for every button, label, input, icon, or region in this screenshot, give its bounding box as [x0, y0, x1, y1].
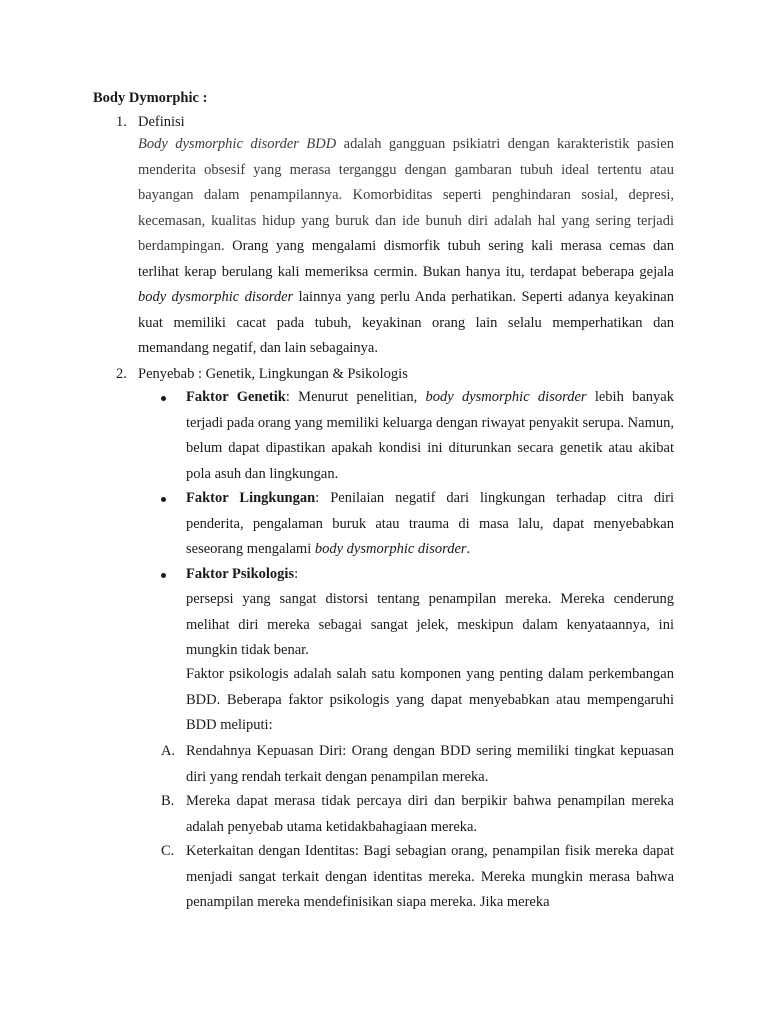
faktor-genetik-term: body dysmorphic disorder: [425, 389, 587, 405]
list-item-c: Keterkaitan dengan Identitas: Bagi sebagian orang, penampilan fisik mereka dapat menjadi sangat terkait dengan identitas mereka. Mereka mungkin merasa bahwa penampilan mereka mendefinisikan siapa mereka. Jika mereka: [186, 843, 674, 910]
list-item-a: Rendahnya Kepuasan Diri: Orang dengan BDD sering memiliki tingkat kepuasan diri yang rendah terkait dengan penampilan mereka.: [186, 743, 674, 785]
section-heading-penyebab: Penyebab : Genetik, Lingkungan & Psikologis: [138, 366, 408, 382]
document-title: Body Dymorphic :: [93, 90, 208, 106]
faktor-genetik-text-1: : Menurut penelitian,: [285, 389, 426, 405]
faktor-lingkungan-text-1: : Penilaian negatif dari lingkungan terhadap citra diri penderita, pengalaman buruk atau trauma di masa lalu, dapat menyebabkan seseorang mengalami: [186, 490, 674, 557]
faktor-lingkungan-label: Faktor Lingkungan: [186, 490, 316, 506]
list-letter-a: A.: [161, 743, 176, 759]
faktor-psikologis-colon: :: [294, 566, 299, 582]
bullet-icon: [161, 571, 169, 579]
definisi-text-part-3: lainnya yang perlu Anda perhatikan. Seperti adanya keyakinan kuat memiliki cacat pada tubuh, keyakinan orang lain selalu memperhatikan dan memandang negatif, dan lain sebagainya.: [138, 289, 674, 356]
section-number-penyebab: 2.: [116, 366, 127, 382]
bullet-icon: [161, 495, 169, 503]
definisi-paragraph: [138, 132, 674, 362]
faktor-psikologis-heading: [186, 562, 674, 588]
faktor-genetik-text-2: lebih banyak terjadi pada orang yang memiliki keluarga dengan riwayat penyakit serupa. Namun, belum dapat dipastikan apakah kondisi ini diturunkan secara genetik atau akibat pola asuh dan lingkungan.: [186, 389, 674, 482]
faktor-lingkungan-term: body dysmorphic disorder: [314, 541, 467, 557]
list-item-b: Mereka dapat merasa tidak percaya diri dan berpikir bahwa penampilan mereka adalah penyebab utama ketidakbahagiaan mereka.: [186, 793, 674, 835]
term-bdd: Body dysmorphic disorder BDD: [138, 136, 337, 152]
list-letter-b: B.: [161, 793, 175, 809]
faktor-psikologis-paragraph-1: persepsi yang sangat distorsi tentang penampilan mereka. Mereka cenderung melihat diri mereka sebagai sangat jelek, meskipun dalam kenyataannya, ini mungkin tidak benar.: [186, 591, 674, 658]
definisi-text-part-2: Orang yang mengalami dismorfik tubuh sering kali merasa cemas dan terlihat kerap berulang kali memeriksa cermin. Bukan hanya itu, terdapat beberapa gejala: [138, 238, 674, 280]
section-heading-definisi: Definisi: [138, 114, 185, 130]
term-bdd-inline: body dysmorphic disorder: [138, 289, 294, 305]
faktor-genetik-label: Faktor Genetik: [186, 389, 286, 405]
definisi-text-part-1: adalah gangguan psikiatri dengan karakteristik pasien menderita obsesif yang merasa terganggu dengan gambaran tubuh ideal tertentu atau bayangan dalam penampilannya. Komorbiditas seperti penghindaran sosial, depresi, kecemasan, kualitas hidup yang buruk dan ide bunuh diri adalah hal yang sering terjadi berdampingan.: [138, 136, 674, 254]
faktor-lingkungan-paragraph: [186, 486, 674, 563]
faktor-lingkungan-text-2: .: [466, 541, 471, 557]
faktor-genetik-paragraph: [186, 385, 674, 487]
list-letter-c: C.: [161, 843, 175, 859]
section-number-definisi: 1.: [116, 114, 127, 130]
faktor-psikologis-paragraph-2: Faktor psikologis adalah salah satu komponen yang penting dalam perkembangan BDD. Beberapa faktor psikologis yang dapat menyebabkan atau mempengaruhi BDD meliputi:: [186, 666, 674, 733]
faktor-psikologis-label: Faktor Psikologis: [186, 566, 295, 582]
bullet-icon: [161, 394, 169, 402]
